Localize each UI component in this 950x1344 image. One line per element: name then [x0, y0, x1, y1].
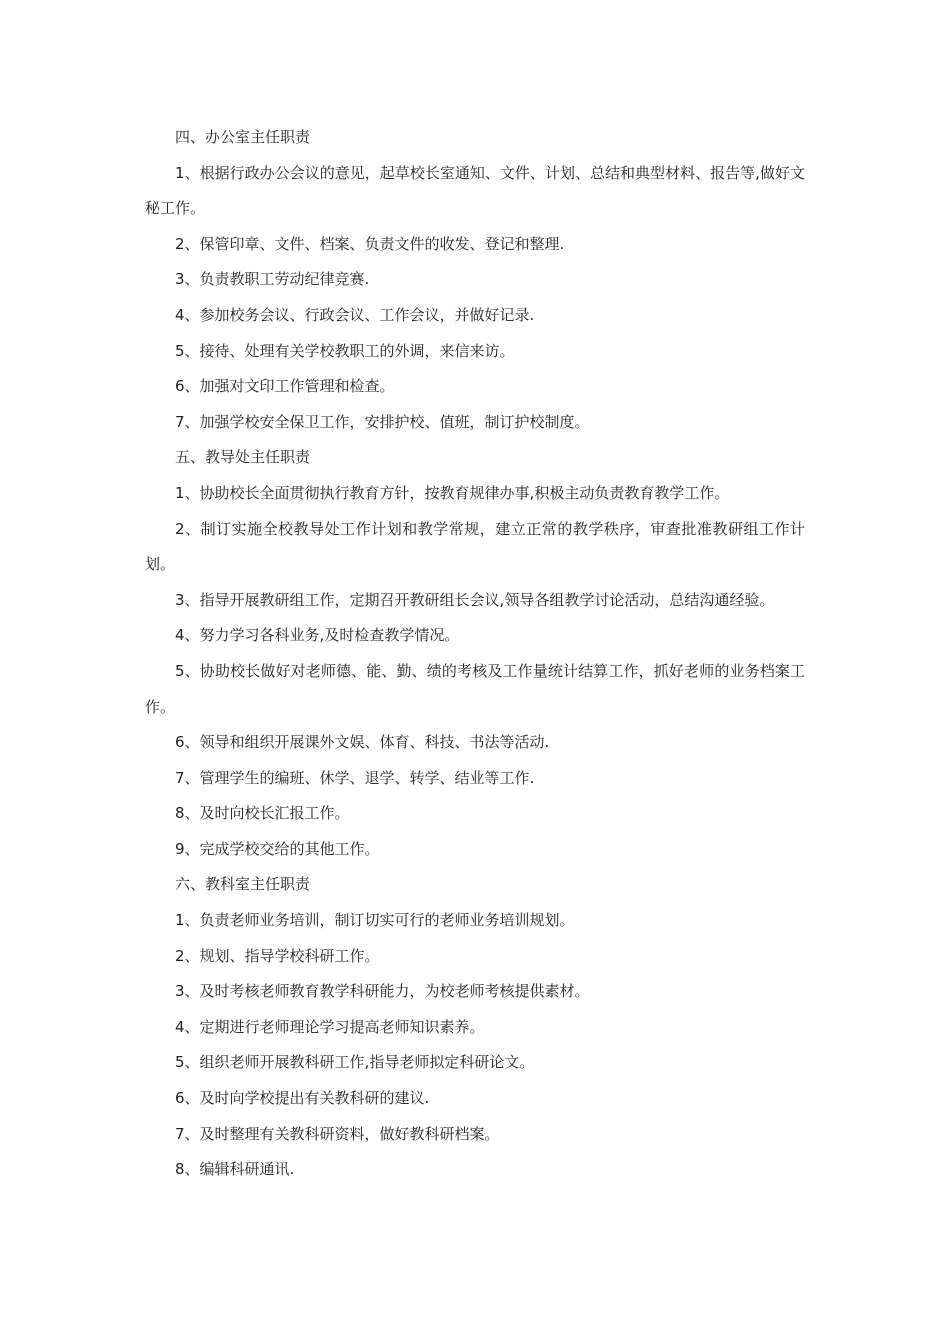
section-heading-office-director: 四、办公室主任职责 [175, 128, 311, 146]
paragraph: 9、完成学校交给的其他工作。 [175, 839, 380, 858]
paragraph: 7、及时整理有关教科研资料，做好教科研档案。 [175, 1124, 500, 1143]
paragraph: 3、负责教职工劳动纪律竞赛. [175, 270, 370, 289]
paragraph: 1、负责老师业务培训，制订切实可行的老师业务培训规划。 [175, 911, 575, 930]
section-heading-research-director: 六、教科室主任职责 [175, 875, 311, 894]
paragraph: 2、制订实施全校教导处工作计划和教学常规，建立正常的教学秩序，审查批准教研组工作计划。 [145, 519, 805, 574]
paragraph: 8、及时向校长汇报工作。 [175, 804, 350, 823]
paragraph: 4、参加校务会议、行政会议、工作会议，并做好记录. [175, 305, 535, 324]
paragraph: 3、指导开展教研组工作，定期召开教研组长会议,领导各组教学讨论活动，总结沟通经验。 [175, 590, 775, 609]
paragraph: 2、保管印章、文件、档案、负责文件的收发、登记和整理. [175, 234, 565, 253]
section-heading-academic-director: 五、教导处主任职责 [175, 448, 311, 467]
paragraph: 6、加强对文印工作管理和检查。 [175, 377, 395, 396]
paragraph: 2、规划、指导学校科研工作。 [175, 946, 380, 965]
paragraph: 4、努力学习各科业务,及时检查教学情况。 [175, 626, 460, 645]
paragraph: 5、组织老师开展教科研工作,指导老师拟定科研论文。 [175, 1053, 535, 1072]
paragraph: 1、根据行政办公会议的意见，起草校长室通知、文件、计划、总结和典型材料、报告等,做好文秘工作。 [145, 163, 805, 218]
paragraph: 6、领导和组织开展课外文娱、体育、科技、书法等活动. [175, 733, 550, 752]
paragraph: 4、定期进行老师理论学习提高老师知识素养。 [175, 1017, 485, 1036]
paragraph: 5、协助校长做好对老师德、能、勤、绩的考核及工作量统计结算工作，抓好老师的业务档案工作。 [145, 661, 805, 716]
paragraph: 5、接待、处理有关学校教职工的外调，来信来访。 [175, 341, 515, 360]
paragraph: 6、及时向学校提出有关教科研的建议. [175, 1089, 430, 1108]
document-body [145, 120, 805, 1188]
paragraph: 3、及时考核老师教育教学科研能力，为校老师考核提供素材。 [175, 982, 590, 1001]
paragraph: 7、加强学校安全保卫工作，安排护校、值班，制订护校制度。 [175, 412, 590, 431]
paragraph: 8、编辑科研通讯. [175, 1160, 295, 1179]
paragraph: 1、协助校长全面贯彻执行教育方针，按教育规律办事,积极主动负责教育教学工作。 [175, 483, 730, 502]
paragraph: 7、管理学生的编班、休学、退学、转学、结业等工作. [175, 768, 535, 787]
